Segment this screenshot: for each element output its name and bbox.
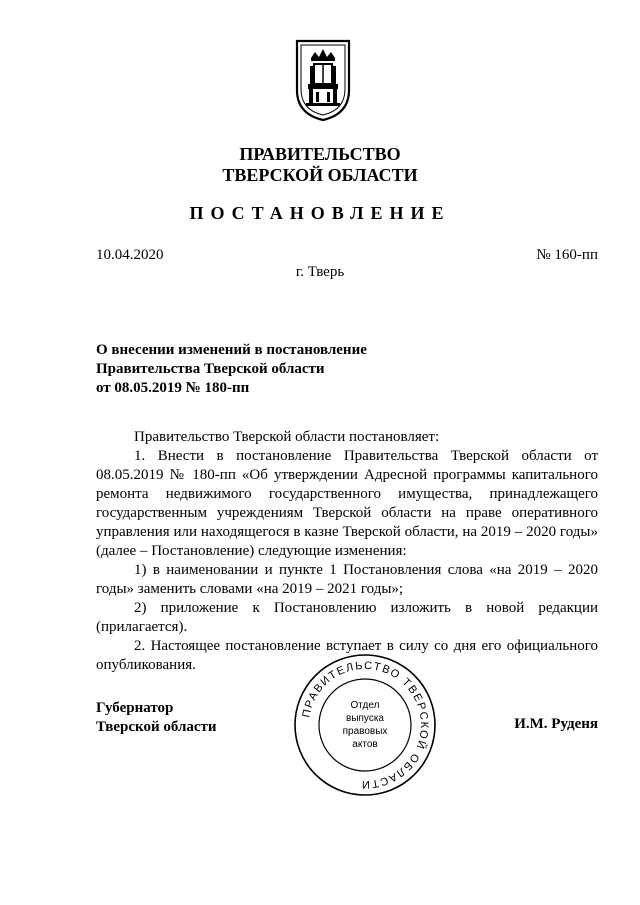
tver-coat-of-arms-icon xyxy=(294,38,352,122)
org-name-line2: ТВЕРСКОЙ ОБЛАСТИ xyxy=(222,165,418,185)
subject-line3: от 08.05.2019 № 180-пп xyxy=(96,380,250,396)
stamp-line4: актов xyxy=(352,739,378,750)
document-number: № 160-пп xyxy=(536,247,598,263)
document-body xyxy=(96,428,598,675)
document-city: г. Тверь xyxy=(295,264,345,280)
signatory-title xyxy=(96,699,217,737)
document-type: ПОСТАНОВЛЕНИЕ xyxy=(189,203,451,223)
subject-line1: О внесении изменений в постановление xyxy=(96,342,367,358)
stamp-line1: Отдел xyxy=(350,700,380,711)
body-paragraph-1-1: 1) в наименовании и пункте 1 Постановления слова «на 2019 – 2020 годы» заменить словами «на 2019 – 2021 годы»; xyxy=(96,562,598,597)
signatory-title-line1: Губернатор xyxy=(96,700,174,716)
official-stamp xyxy=(290,650,440,800)
body-paragraph-1: 1. Внести в постановление Правительства Тверской области от 08.05.2019 № 180-пп «Об утверждении Адресной программы капитального ремонта недвижимого государственного имущества, принадлежащего государственным учреждениям Тверской области на праве оперативного управления или находящегося в казне Тверской области, на 2019 – 2020 годы» (далее – Постановление) следующие изменения: xyxy=(96,448,598,559)
document-subject xyxy=(96,341,367,398)
signatory-name: И.М. Руденя xyxy=(514,716,598,732)
document-date: 10.04.2020 xyxy=(96,247,164,263)
stamp-line2: выпуска xyxy=(346,713,384,724)
body-intro: Правительство Тверской области постановляет: xyxy=(134,429,440,445)
stamp-ring-text: ПРАВИТЕЛЬСТВО ТВЕРСКОЙ ОБЛАСТИ xyxy=(300,659,431,791)
body-paragraph-2: 2. Настоящее постановление вступает в силу со дня его официального опубликования. xyxy=(96,638,598,673)
stamp-line3: правовых xyxy=(342,726,388,737)
body-paragraph-1-2: 2) приложение к Постановлению изложить в новой редакции (прилагается). xyxy=(96,600,598,635)
org-name-line1: ПРАВИТЕЛЬСТВО xyxy=(239,144,401,164)
subject-line2: Правительства Тверской области xyxy=(96,361,325,377)
signatory-title-line2: Тверской области xyxy=(96,719,217,735)
